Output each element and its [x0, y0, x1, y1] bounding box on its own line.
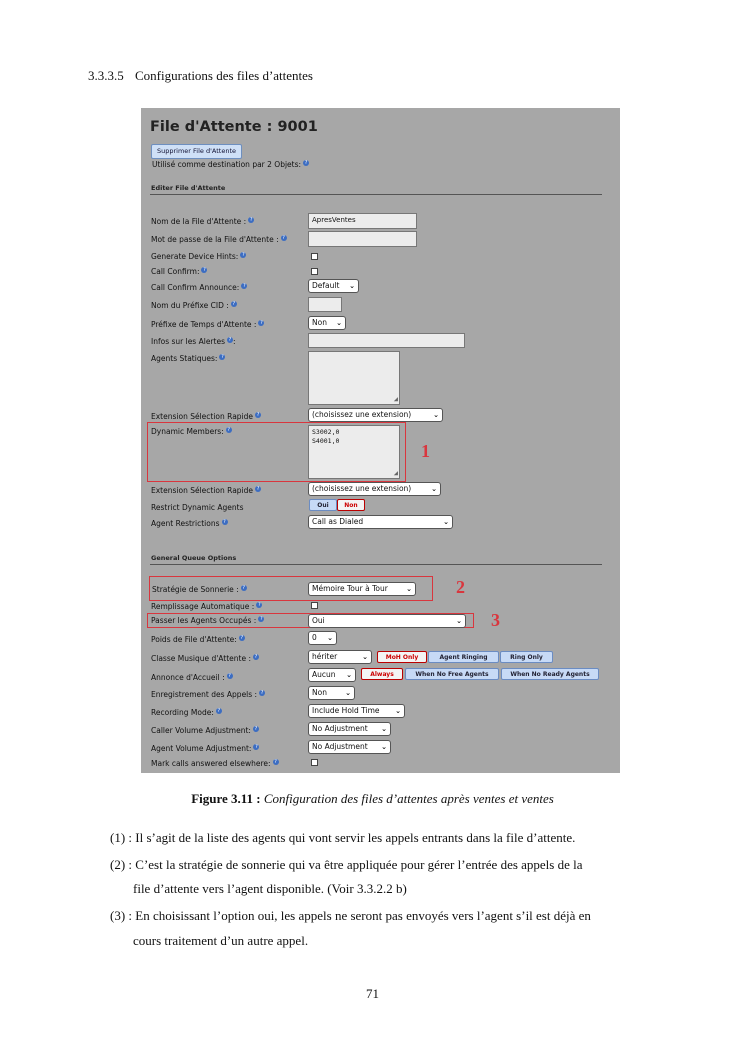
when-no-ready-agents-button[interactable]: When No Ready Agents — [501, 668, 599, 680]
section-heading — [88, 68, 313, 84]
help-icon[interactable]: ? — [259, 616, 263, 622]
chevron-down-icon: ⌄ — [349, 282, 355, 290]
help-icon[interactable]: ? — [228, 673, 231, 679]
help-icon[interactable]: ? — [260, 690, 264, 696]
agent-restrictions-select[interactable]: Call as Dialed ⌄ — [308, 515, 453, 529]
recording-mode-label: Recording Mode: ? — [151, 708, 221, 717]
cid-prefix-input[interactable] — [308, 297, 342, 312]
cid-prefix-label: Nom du Préfixe CID : ? — [151, 301, 236, 310]
caption-text: Configuration des files d’attentes après ventes et ventes — [263, 791, 554, 806]
note-1: (1) : Il s’agit de la liste des agents qui vont servir les appels entrants dans la file d’attente. — [110, 830, 576, 845]
queue-name-input[interactable]: ApresVentes — [308, 213, 417, 229]
dynamic-members-label: Dynamic Members: ? — [151, 427, 231, 436]
alert-info-input[interactable] — [308, 333, 465, 348]
general-options-header: General Queue Options — [151, 554, 237, 562]
restrict-dynamic-no[interactable]: Non — [337, 499, 365, 511]
section-number: 3.3.3.5 — [88, 68, 124, 83]
queue-title: File d'Attente : 9001 — [150, 119, 318, 135]
static-agents-label: Agents Statiques: ? — [151, 354, 224, 363]
queue-name-label: Nom de la File d'Attente : ? — [151, 217, 253, 226]
ring-strategy-label: Stratégie de Sonnerie : ? — [152, 585, 246, 594]
call-recording-select[interactable]: Non ⌄ — [308, 686, 355, 700]
help-icon[interactable]: ? — [227, 427, 231, 433]
chevron-down-icon: ⌄ — [336, 319, 342, 327]
agent-volume-select[interactable]: No Adjustment ⌄ — [308, 740, 391, 754]
call-recording-label: Enregistrement des Appels : ? — [151, 690, 264, 699]
caption-label: Figure 3.11 : — [191, 791, 261, 806]
resize-grip-icon: ◢ — [393, 469, 398, 477]
note-2: (2) : C’est la stratégie de sonnerie qui va être appliquée pour gérer l’entrée des appels de la — [110, 857, 583, 872]
note-3-continuation: cours traitement d’un autre appel. — [133, 933, 309, 948]
help-icon[interactable]: ? — [255, 744, 258, 750]
agent-restrictions-label: Agent Restrictions ? — [151, 519, 226, 528]
page-number: 71 — [366, 986, 379, 1001]
figure-caption — [0, 791, 745, 807]
call-confirm-label: Call Confirm: ? — [151, 267, 206, 276]
call-confirm-announce-label: Call Confirm Announce: ? — [151, 283, 246, 292]
queue-weight-select[interactable]: 0 ⌄ — [308, 631, 337, 645]
queue-weight-label: Poids de File d'Attente: ? — [151, 635, 244, 644]
recording-mode-select[interactable]: Include Hold Time ⌄ — [308, 704, 405, 718]
queue-password-input[interactable] — [308, 231, 417, 247]
help-icon[interactable]: ? — [242, 585, 246, 591]
ring-strategy-select[interactable]: Mémoire Tour à Tour ⌄ — [308, 582, 416, 596]
help-icon[interactable]: ? — [257, 602, 261, 608]
note-3: (3) : En choisissant l’option oui, les appels ne seront pas envoyés vers l’agent s’il est déjà en — [110, 908, 591, 923]
caller-volume-select[interactable]: No Adjustment ⌄ — [308, 722, 391, 736]
chevron-down-icon: ⌄ — [406, 585, 412, 593]
note-2-continuation: file d’attente vers l’agent disponible. (Voir 3.3.2.2 b) — [133, 881, 407, 896]
used-as-text: Utilisé comme destination par 2 Objets: — [152, 160, 302, 169]
wait-time-prefix-select[interactable]: Non ⌄ — [308, 316, 346, 330]
chevron-down-icon: ⌄ — [433, 411, 439, 419]
used-as-destination — [152, 160, 309, 169]
static-agents-textarea[interactable] — [308, 351, 400, 405]
help-icon[interactable]: ? — [243, 283, 246, 289]
help-icon[interactable]: ? — [274, 759, 277, 765]
call-confirm-announce-select[interactable]: Default ⌄ — [308, 279, 359, 293]
call-confirm-checkbox[interactable] — [311, 268, 318, 275]
help-icon[interactable]: ? — [304, 160, 308, 166]
ring-only-button[interactable]: Ring Only — [500, 651, 553, 663]
wait-time-prefix-label: Préfixe de Temps d'Attente : ? — [151, 320, 263, 329]
chevron-down-icon: ⌄ — [431, 485, 437, 493]
divider — [150, 194, 602, 195]
mark-answered-label: Mark calls answered elsewhere: ? — [151, 759, 277, 768]
quick-extension-select-2[interactable]: (choisissez une extension) ⌄ — [308, 482, 441, 496]
alert-info-label: Infos sur les Alertes ? : — [151, 337, 236, 346]
help-icon[interactable]: ? — [254, 726, 258, 732]
autofill-checkbox[interactable] — [311, 602, 318, 609]
help-icon[interactable]: ? — [203, 267, 206, 273]
music-class-select[interactable]: hériter ⌄ — [308, 650, 372, 664]
marker-2: 2 — [456, 577, 465, 597]
when-no-free-agents-button[interactable]: When No Free Agents — [405, 668, 499, 680]
help-icon[interactable]: ? — [249, 217, 253, 223]
quick-extension-select[interactable]: (choisissez une extension) ⌄ — [308, 408, 443, 422]
divider — [150, 564, 602, 565]
mark-answered-checkbox[interactable] — [311, 759, 318, 766]
delete-queue-button[interactable]: Supprimer File d'Attente — [151, 144, 242, 159]
music-class-label: Classe Musique d'Attente : ? — [151, 654, 258, 663]
quick-extension-label-2: Extension Sélection Rapide ? — [151, 486, 260, 495]
help-icon[interactable]: ? — [217, 708, 221, 714]
queue-password-label: Mot de passe de la File d'Attente : ? — [151, 235, 285, 244]
quick-extension-label: Extension Sélection Rapide ? — [151, 412, 260, 421]
help-icon[interactable]: ? — [254, 654, 258, 660]
help-icon[interactable]: ? — [241, 252, 245, 258]
chevron-down-icon: ⌄ — [395, 707, 401, 715]
skip-busy-label: Passer les Agents Occupés : ? — [151, 616, 263, 625]
help-icon[interactable]: ? — [256, 486, 260, 492]
skip-busy-select[interactable]: Oui ⌄ — [308, 614, 466, 628]
help-icon[interactable]: ? — [232, 301, 236, 307]
help-icon[interactable]: ? — [240, 635, 244, 641]
help-icon[interactable]: ? — [223, 519, 226, 525]
chevron-down-icon: ⌄ — [327, 634, 333, 642]
chevron-down-icon: ⌄ — [443, 518, 449, 526]
help-icon[interactable]: ? — [260, 320, 263, 326]
chevron-down-icon: ⌄ — [381, 743, 387, 751]
autofill-label: Remplissage Automatique : ? — [151, 602, 261, 611]
marker-1: 1 — [421, 441, 430, 461]
help-icon[interactable]: ? — [221, 354, 224, 360]
join-announce-label: Annonce d'Accueil : ? — [151, 673, 231, 682]
chevron-down-icon: ⌄ — [345, 689, 351, 697]
device-hints-label: Generate Device Hints: ? — [151, 252, 245, 261]
help-icon[interactable]: ? — [282, 235, 285, 241]
device-hints-checkbox[interactable] — [311, 253, 318, 260]
caller-volume-label: Caller Volume Adjustment: ? — [151, 726, 258, 735]
help-icon[interactable]: ? — [228, 337, 232, 343]
edit-queue-header: Editer File d'Attente — [151, 184, 226, 192]
restrict-dynamic-yes[interactable]: Oui — [309, 499, 337, 511]
moh-only-button[interactable]: MoH Only — [377, 651, 427, 663]
agent-volume-label: Agent Volume Adjustment: ? — [151, 744, 258, 753]
chevron-down-icon: ⌄ — [346, 671, 352, 679]
chevron-down-icon: ⌄ — [456, 617, 462, 625]
resize-grip-icon: ◢ — [393, 395, 398, 403]
chevron-down-icon: ⌄ — [362, 653, 368, 661]
restrict-dynamic-label: Restrict Dynamic Agents — [151, 503, 244, 512]
queue-config-screenshot — [141, 108, 620, 773]
join-announce-select[interactable]: Aucun ⌄ — [308, 668, 356, 682]
marker-3: 3 — [491, 610, 500, 630]
dynamic-members-textarea[interactable]: S3002,0 S4001,0 ◢ — [308, 425, 400, 479]
chevron-down-icon: ⌄ — [381, 725, 387, 733]
section-title: Configurations des files d’attentes — [135, 68, 313, 83]
always-button[interactable]: Always — [361, 668, 403, 680]
help-icon[interactable]: ? — [256, 412, 260, 418]
agent-ringing-button[interactable]: Agent Ringing — [428, 651, 499, 663]
